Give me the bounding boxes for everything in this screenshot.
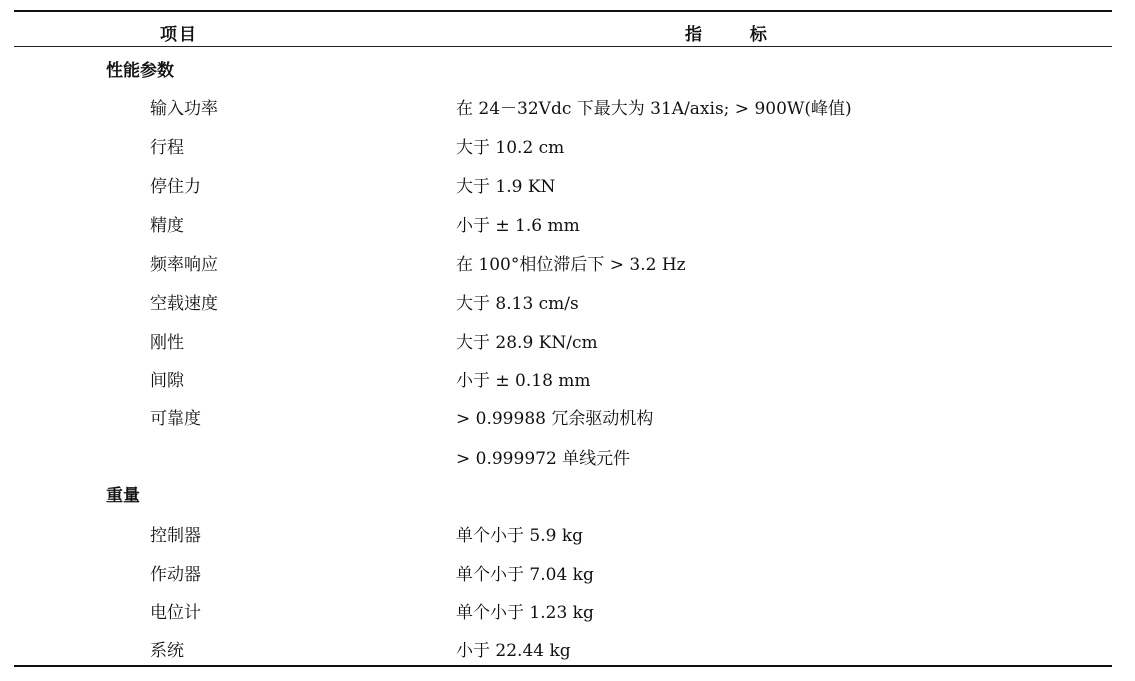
table-row [0,366,1135,396]
row-item: 性能参数 [106,61,174,81]
table-row [0,404,1135,434]
row-spec: 大于 8.13 cm/s [456,294,579,314]
row-item: 频率响应 [150,255,218,275]
row-spec: > 0.99988 冗余驱动机构 [456,409,654,429]
table-row [0,328,1135,358]
table-row [0,560,1135,590]
row-item: 行程 [150,138,184,158]
table-row [0,481,1135,511]
table-row [0,94,1135,124]
row-item: 控制器 [150,526,201,546]
row-item: 空载速度 [150,294,218,314]
row-item: 刚性 [150,333,184,353]
table-row [0,172,1135,202]
table-row [0,250,1135,280]
table-row [0,598,1135,628]
table-row [0,133,1135,163]
row-item: 系统 [150,641,184,661]
header-item: 项目 [160,25,198,45]
row-item: 可靠度 [150,409,201,429]
row-spec: 单个小于 7.04 kg [456,565,594,585]
header-spec: 指 标 [685,25,769,45]
table-row [0,636,1135,666]
row-item: 重量 [106,486,140,506]
row-item: 停住力 [150,177,201,197]
row-spec: 单个小于 5.9 kg [456,526,584,546]
row-spec: > 0.999972 单线元件 [456,449,631,469]
table-row [0,289,1135,319]
row-item: 精度 [150,216,184,236]
table-header-rule [14,46,1112,47]
row-spec: 单个小于 1.23 kg [456,603,594,623]
row-spec: 大于 28.9 KN/cm [456,333,598,353]
row-spec: 小于 ± 0.18 mm [456,371,591,391]
row-spec: 小于 22.44 kg [456,641,571,661]
table-row [0,56,1135,86]
row-spec: 大于 10.2 cm [456,138,565,158]
row-item: 间隙 [150,371,184,391]
row-spec: 在 24－32Vdc 下最大为 31A/axis; > 900W(峰值) [456,99,852,119]
table-row [0,211,1135,241]
row-spec: 大于 1.9 KN [456,177,556,197]
table-row [0,521,1135,551]
row-spec: 在 100°相位滞后下 > 3.2 Hz [456,255,686,275]
table-row [0,444,1135,474]
table-bottom-rule [14,665,1112,667]
row-item: 输入功率 [150,99,218,119]
table-header [14,12,1112,46]
row-spec: 小于 ± 1.6 mm [456,216,580,236]
row-item: 作动器 [150,565,201,585]
row-item: 电位计 [150,603,201,623]
